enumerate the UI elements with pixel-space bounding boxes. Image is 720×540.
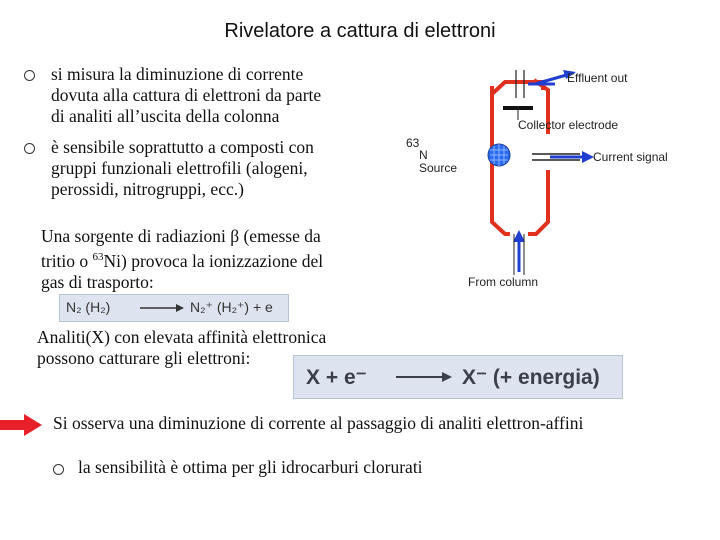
equation1-rhs: N₂⁺ (H₂⁺) + e (190, 299, 273, 315)
bullet-1-line-2: dovuta alla cattura di elettroni da parte (51, 85, 322, 105)
bullet-ring-icon (24, 70, 35, 81)
from-column-label: From column (468, 275, 539, 289)
current-signal-label: Current signal (593, 150, 668, 164)
detector-schematic (400, 60, 720, 300)
source-isotope-number: 63 (406, 136, 420, 150)
red-arrow-icon (0, 413, 44, 437)
bullet-ring-icon (24, 143, 35, 154)
source-line-3: gas di trasporto: (41, 271, 154, 292)
source-line-2-a: tritio o (41, 250, 93, 271)
bullet-2-line-3: perossidi, nitrogruppi, ecc.) (51, 179, 244, 199)
bullet-1-line-1: si misura la diminuzione di corrente (51, 64, 304, 84)
effluent-out-label: Effluent out (567, 71, 628, 85)
collector-electrode-label: Collector electrode (518, 118, 619, 132)
bullet-ring-icon (53, 464, 64, 475)
source-line-2 (41, 247, 381, 272)
bullet-item-2 (51, 137, 411, 200)
bullet-2-line-2: gruppi funzionali elettrofili (alogeni, (51, 158, 308, 178)
equation2-lhs: X + e⁻ (306, 366, 367, 389)
bullet-item-bottom: la sensibilità è ottima per gli idrocarburi clorurati (78, 457, 423, 477)
reaction-arrow-icon (394, 369, 454, 385)
source-label (406, 136, 419, 150)
source-line-2-b: Ni) provoca la ionizzazione del (103, 250, 324, 271)
conclusion-statement: Si osserva una diminuzione di corrente al passaggio di analiti elettron-affini (53, 413, 584, 433)
isotope-superscript: 63 (92, 251, 104, 263)
ionization-equation (59, 294, 289, 322)
reaction-arrow-icon (138, 301, 186, 315)
bullet-2-line-1: è sensibile soprattutto a composti con (51, 137, 314, 157)
equation2-rhs: X⁻ (+ energia) (462, 366, 600, 389)
source-word: Source (419, 161, 458, 175)
source-paragraph (41, 226, 381, 293)
analiti-line-1: Analiti(X) con elevata affinità elettronica (37, 327, 327, 347)
source-element: N (419, 148, 428, 162)
ecd-diagram (400, 60, 720, 300)
slide-title: Rivelatore a cattura di elettroni (224, 20, 496, 42)
source-line-1: Una sorgente di radiazioni β (emesse da (41, 226, 321, 246)
bullet-1-line-3: di analiti all’uscita della colonna (51, 106, 280, 126)
equation1-lhs: N₂ (H₂) (66, 299, 111, 315)
analiti-line-2: possono catturare gli elettroni: (37, 348, 251, 368)
capture-equation (293, 355, 623, 399)
bullet-item-1 (51, 64, 411, 127)
